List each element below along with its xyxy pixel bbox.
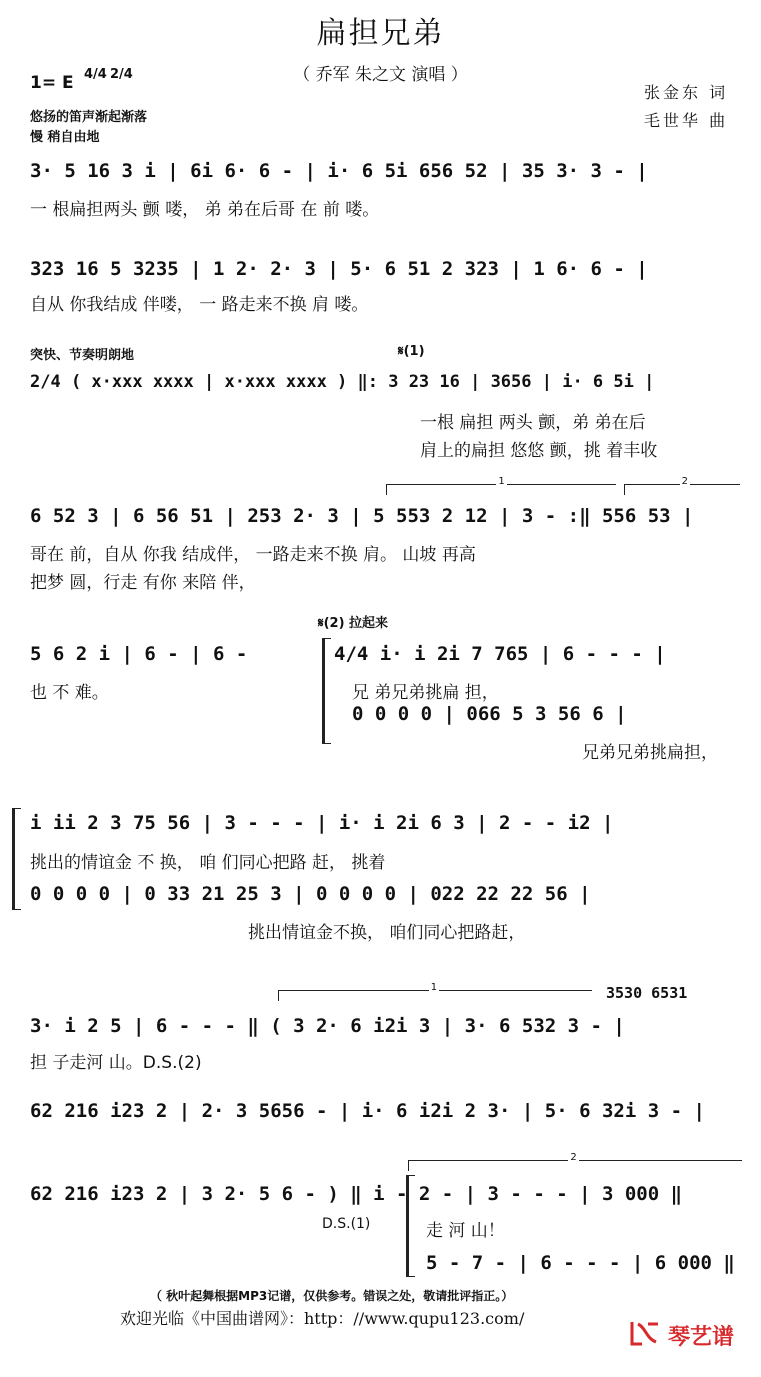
system9-lower-music: 5 - 7 - | 6 - - - | 6 000 ‖ [426,1252,735,1274]
duet-brace [322,638,331,744]
system3-music: 2/4 ( x·xxx xxxx | x·xxx xxxx ) ‖: 3 23 16 | 3656 | i· 6 5i | [30,372,655,392]
performers-subtitle: （ 乔军 朱之文 演唱 ） [293,65,468,85]
system5-upper-lyrics: 兄 弟兄弟挑扁 担， [352,683,499,703]
volta-first-ending: 1 [278,990,592,991]
system2-lyrics: 自从 你我结成 伴喽， 一 路走来不换 肩 喽。 [30,295,369,315]
key-signature: 1= E [30,73,74,93]
segno-1: 𝄋(1) [398,344,425,359]
tempo-note: 慢 稍自由地 [30,130,100,145]
system1-music: 3· 5 16 3 i | 6i 6· 6 - | i· 6 5i 656 52 | 35 3· 3 - | [30,160,648,182]
system5-upper-music: 4/4 i· i 2i 7 765 | 6 - - - | [334,643,666,665]
system8-music: 62 216 i23 2 | 2· 3 5656 - | i· 6 i2i 2 3· | 5· 6 32i 3 - | [30,1100,705,1122]
duet-brace [406,1175,415,1277]
system3-lyrics-verse2: 肩上的扁担 悠悠 颤，挑 着丰收 [420,441,658,461]
system5-lower-music: 0 0 0 0 | 066 5 3 56 6 | [352,703,627,725]
logo-text: 琴艺谱 [668,1325,735,1350]
system5-music: 5 6 2 i | 6 - | 6 - [30,643,248,665]
lyricist-credit: 张金东 词 [644,83,729,102]
time-signature-b: 2/4 [110,67,133,82]
system7-extra-music: 3530 6531 [606,984,688,1002]
system9-lyrics: 走 河 山！ [426,1221,505,1241]
system7-lyrics: 担 子走河 山。D.S.(2) [30,1053,202,1073]
system1-lyrics: 一 根扁担两头 颤 喽， 弟 弟在后哥 在 前 喽。 [30,200,380,220]
volta-second-ending: 2 [408,1160,742,1161]
volta-first-ending: 1 [386,484,616,485]
segno-2: 𝄋(2) 拉起来 [318,616,389,631]
tempo-change-note: 突快、节奏明朗地 [30,348,135,363]
volta-second-ending: 2 [624,484,740,485]
system5-lyrics: 也 不 难。 [30,683,109,703]
system4-music: 6 52 3 | 6 56 51 | 253 2· 3 | 5 553 2 12 | 3 - :‖ 556 53 | [30,505,694,527]
system7-music: 3· i 2 5 | 6 - - - ‖ ( 3 2· 6 i2i 3 | 3· 6 532 3 - | [30,1015,625,1037]
time-signature-a: 4/4 [84,67,107,82]
transcriber-note: （ 秋叶起舞根据MP3记谱，仅供参考。错误之处，敬请批评指正。） [150,1289,514,1303]
composer-credit: 毛世华 曲 [644,111,729,130]
system4-lyrics-verse1: 哥在 前，自从 你我 结成伴， 一路走来不换 肩。 山坡 再高 [30,545,476,565]
system5-lower-lyrics: 兄弟兄弟挑扁担， [582,743,718,763]
dal-segno-1: D.S.(1) [322,1216,371,1232]
intro-note: 悠扬的笛声渐起渐落 [30,110,148,125]
system6-lower-music: 0 0 0 0 | 0 33 21 25 3 | 0 0 0 0 | 022 22 22 56 | [30,883,591,905]
system3-lyrics-verse1: 一根 扁担 两头 颤，弟 弟在后 [420,413,646,433]
site-link[interactable]: 欢迎光临《中国曲谱网》：http：//www.qupu123.com/ [120,1309,525,1328]
system9-music: 62 216 i23 2 | 3 2· 5 6 - ) ‖ i - 2 - | 3 - - - | 3 000 ‖ [30,1183,683,1205]
qinyipu-logo-icon [628,1318,662,1348]
system6-upper-lyrics: 挑出的情谊金 不 换， 咱 们同心把路 赶， 挑着 [30,853,386,873]
page-title: 扁担兄弟 [316,16,445,51]
duet-brace [12,808,21,910]
system6-upper-music: i ii 2 3 75 56 | 3 - - - | i· i 2i 6 3 | 2 - - i2 | [30,812,614,834]
system6-lower-lyrics: 挑出情谊金不换， 咱们同心把路赶， [248,923,526,943]
system4-lyrics-verse2: 把梦 圆，行走 有你 来陪 伴， [30,573,256,593]
system2-music: 323 16 5 3235 | 1 2· 2· 3 | 5· 6 51 2 323 | 1 6· 6 - | [30,258,648,280]
